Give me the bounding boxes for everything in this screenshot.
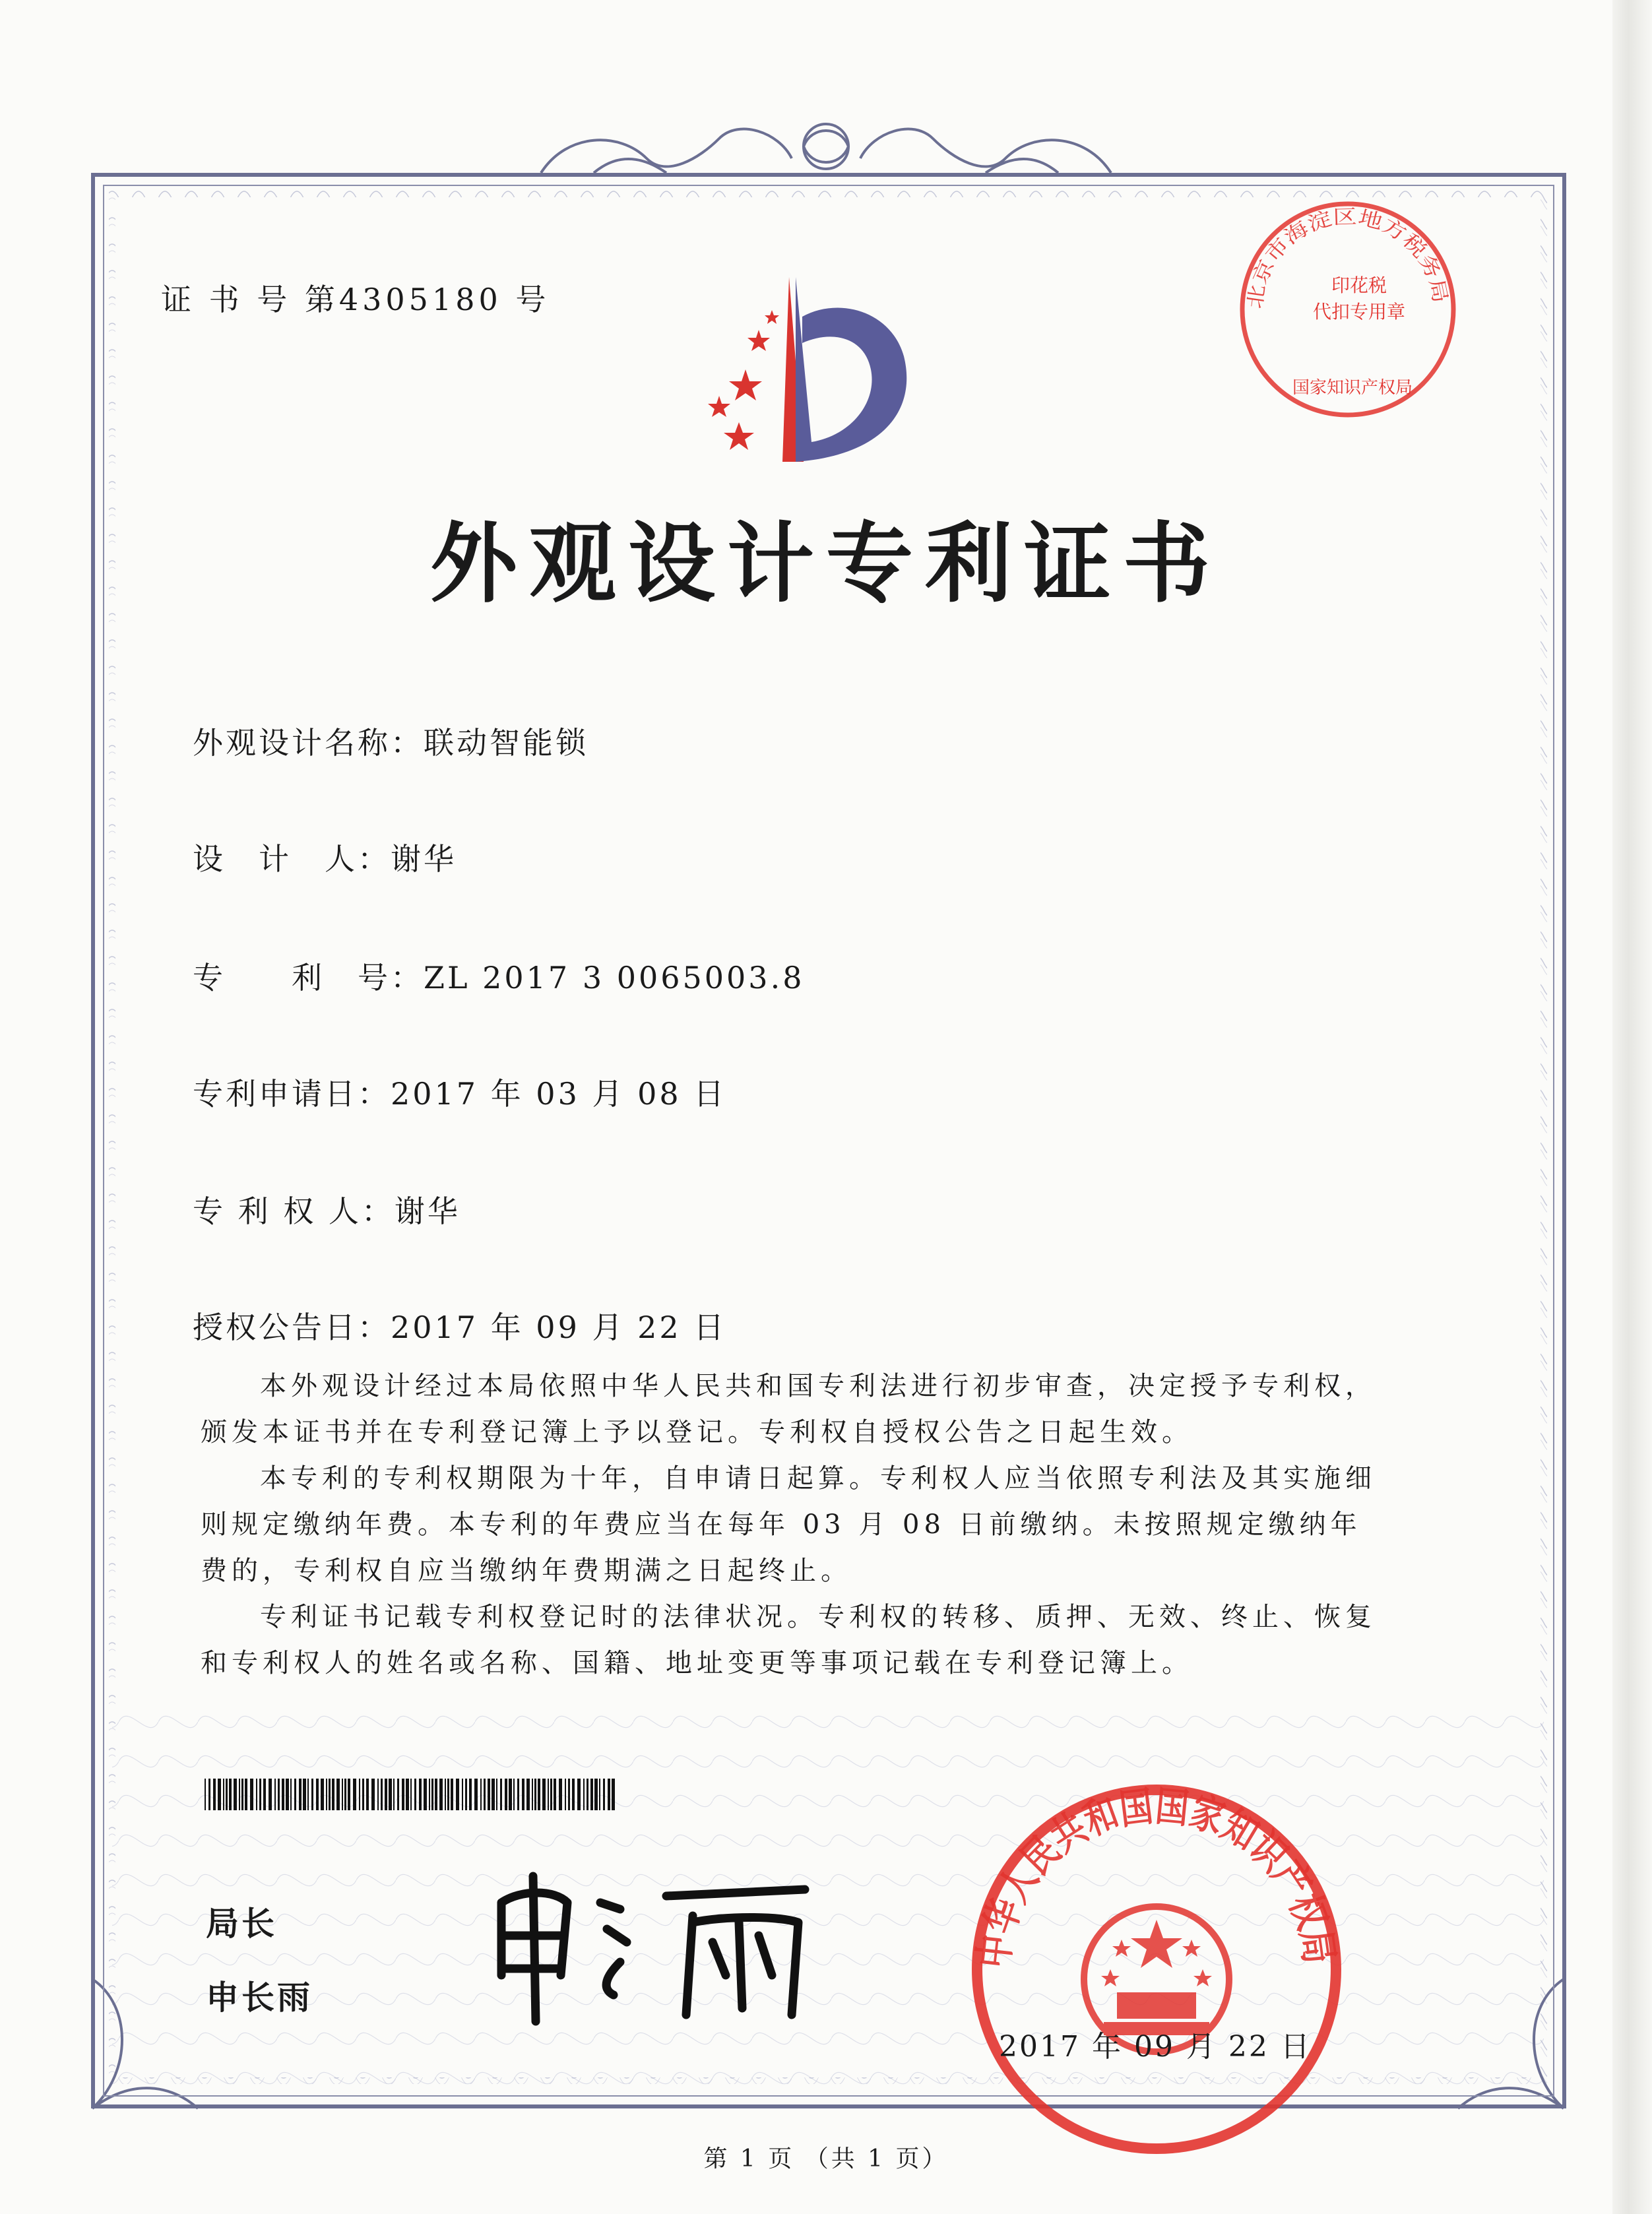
svg-text:北京市海淀区地方税务局: 北京市海淀区地方税务局 — [1243, 205, 1451, 311]
field-label: 专 利 号： — [193, 960, 424, 996]
small-seal-line2: 代扣专用章 — [1312, 301, 1406, 323]
director-signature-icon — [475, 1863, 818, 2028]
certificate-body — [201, 1363, 1388, 1686]
small-seal-line1: 印花税 — [1331, 274, 1387, 296]
field-patent-number — [193, 954, 804, 997]
body-paragraph: 专利证书记载专利权登记时的法律状况。专利权的转移、质押、无效、终止、恢复和专利权人的姓名或名称、国籍、地址变更等事项记载在专利登记簿上。 — [201, 1602, 1376, 1678]
field-value: 联动智能锁 — [424, 725, 588, 761]
body-paragraph: 本专利的专利权期限为十年，自申请日起算。专利权人应当依照专利法及其实施细则规定缴纳年费。本专利的年费应当在每年 03 月 08 日前缴纳。未按照规定缴纳年费的，专利权自应当缴纳年费期满之日起终止。 — [201, 1463, 1376, 1586]
field-designer — [193, 835, 457, 879]
field-value: 谢华 — [394, 1193, 461, 1229]
director-name: 申长雨 — [206, 1978, 313, 2017]
field-value: 2017 年 09 月 22 日 — [391, 1310, 727, 1345]
field-value: 2017 年 03 月 08 日 — [391, 1076, 727, 1112]
certificate-title: 外观设计专利证书 — [430, 513, 1222, 615]
seal-date: 2017 年 09 月 22 日 — [999, 2030, 1312, 2064]
field-label: 外观设计名称： — [193, 725, 424, 761]
field-label: 授权公告日： — [193, 1310, 391, 1345]
top-ornament-icon — [541, 124, 1111, 173]
field-label: 设 计 人： — [193, 841, 391, 877]
field-design-name — [193, 719, 588, 763]
sipo-official-seal-icon — [969, 1781, 1345, 2157]
field-value: 谢华 — [391, 841, 457, 877]
field-label: 专利申请日： — [193, 1076, 391, 1112]
tax-bureau-seal-icon — [1234, 195, 1462, 424]
sipo-logo-icon — [666, 270, 943, 468]
field-label: 专 利 权 人： — [193, 1193, 395, 1229]
director-title: 局长 — [206, 1905, 277, 1943]
field-application-date — [193, 1070, 726, 1114]
body-paragraph: 本外观设计经过本局依照中华人民共和国专利法进行初步审查，决定授予专利权，颁发本证书并在专利登记簿上予以登记。专利权自授权公告之日起生效。 — [201, 1371, 1376, 1447]
barcode-icon — [205, 1779, 616, 1810]
field-value: ZL 2017 3 0065003.8 — [424, 960, 805, 996]
field-grant-date — [193, 1304, 726, 1347]
big-seal-text: 中华人民共和国国家知识产权局 — [969, 1781, 1345, 1975]
field-patentee — [193, 1187, 461, 1231]
certificate-number: 证 书 号 第4305180 号 — [161, 282, 550, 317]
page-indicator: 第 1 页 （共 1 页） — [703, 2145, 949, 2172]
small-seal-bottom: 国家知识产权局 — [1292, 378, 1413, 398]
